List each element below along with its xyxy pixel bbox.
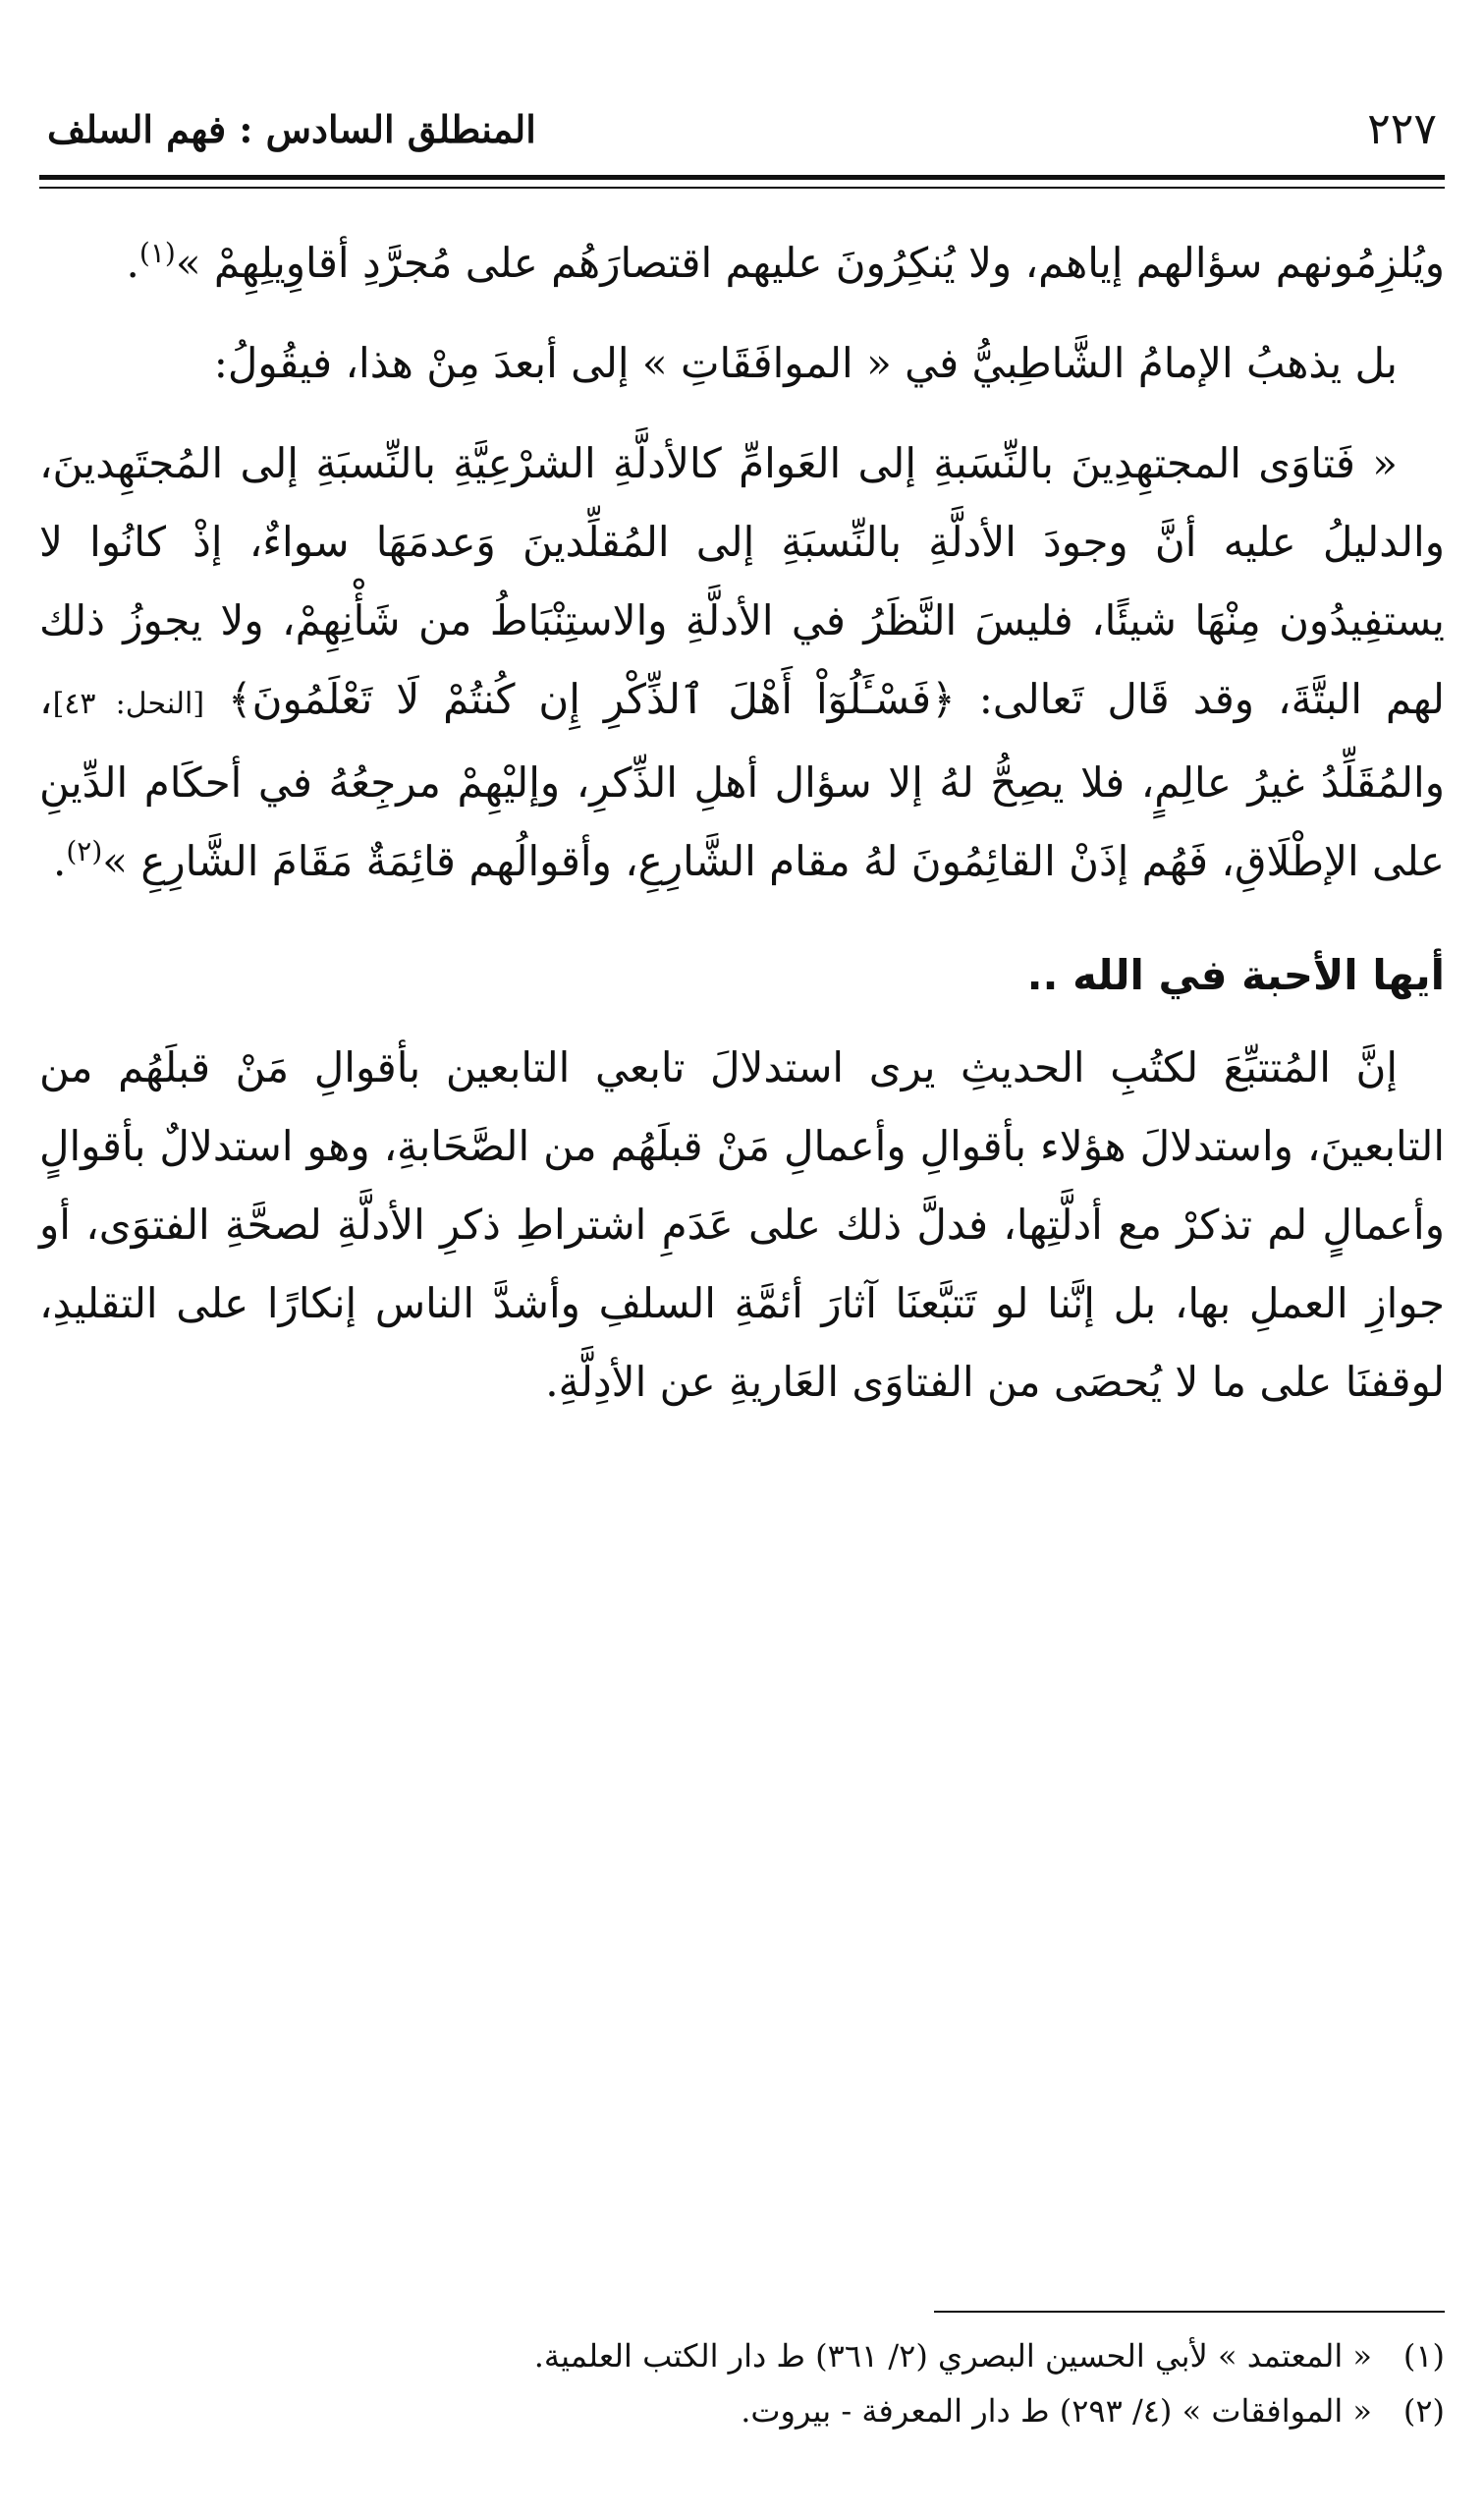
quotation-end: .	[52, 837, 67, 885]
verse-citation: [النحل: ٤٣]	[52, 687, 205, 721]
quotation-paragraph	[39, 424, 1445, 901]
footnote-number: (٢)	[1402, 2392, 1445, 2430]
running-header	[47, 94, 1437, 163]
paragraph-1	[39, 224, 1445, 303]
paragraph-2: بل يذهبُ الإمامُ الشَّاطِبيُّ في « الموافَقَاتِ » إلى أبعدَ مِنْ هذا، فيقُولُ:	[213, 339, 1398, 387]
footnote-text: « المعتمد » لأبي الحسين البصري (٢/ ٣٦١) ط دار الكتب العلمية.	[533, 2337, 1372, 2375]
footnote-number: (١)	[1402, 2337, 1445, 2375]
footnote-marker-1: (١)	[138, 237, 176, 269]
footnote-text: « الموافقات » (٤/ ٢٩٣) ط دار المعرفة - بيروت.	[741, 2392, 1372, 2430]
header-rule-thin	[39, 187, 1445, 189]
quotation-text-2: ، والمُقَلِّدُ غيرُ عالِمٍ، فلا يصِحُّ لهُ إلا سؤال أهلِ الذِّكرِ، وإليْهِمْ مرجِعُهُ في أحكَام الدِّينِ على الإطْلَاقِ، فَهُم إذَنْ القائِمُونَ لهُ مقام الشَّارِعِ، وأقوالُهم قائِمَةٌ مَقَامَ الشَّارِعِ »	[39, 675, 1445, 885]
paragraph-1-end: .	[126, 239, 139, 287]
main-text	[39, 224, 1445, 1422]
footnote-marker-2: (٢)	[66, 835, 103, 867]
running-title: المنطلق السادس : فهم السلف	[47, 106, 536, 151]
page-number: ٢٢٧	[1367, 103, 1437, 154]
footnote-1	[39, 2328, 1445, 2383]
paragraph-1-text: ويُلزِمُونهم سؤالهم إياهم، ولا يُنكِرُونَ عليهم اقتصارَهُم على مُجرَّدِ أقاوِيلِهِمْ »	[175, 239, 1445, 287]
footnotes	[39, 2328, 1445, 2438]
section-heading: أيها الأحبة في الله ..	[1026, 951, 1445, 999]
paragraph-4: إنَّ المُتتبِّعَ لكتُبِ الحديثِ يرى استدلالَ تابعي التابعين بأقوالِ مَنْ قبلَهُم من التابعينَ، واستدلالَ هؤلاء بأقوالِ وأعمالِ مَنْ قبلَهُم من الصَّحَابةِ، وهو استدلالٌ بأقوالٍ وأعمالٍ لم تذكرْ مع أدلَّتِها، فدلَّ ذلك على عَدَمِ اشتراطِ ذكرِ الأدلَّةِ لصحَّةِ الفتوَى، أو جوازِ العملِ بها، بل إنَّنا لو تَتبَّعنَا آثارَ أئمَّةِ السلفِ وأشدَّ الناس إنكارًا على التقليدِ، لوقفنَا على ما لا يُحصَى من الفتاوَى العَاريةِ عن الأدِلَّةِ.	[39, 1043, 1445, 1406]
footnote-separator	[934, 2311, 1445, 2313]
footnote-2	[39, 2383, 1445, 2438]
quotation-text-1: « فَتاوَى المجتهِدِينَ بالنِّسَبةِ إلى العَوامِّ كالأدلَّةِ الشرْعِيَّةِ بالنِّسبَةِ إلى المُجتَهِدينَ، والدليلُ عليه أنَّ وجودَ الأدلَّةِ بالنِّسبَةِ إلى المُقلِّدينَ وَعدمَهَا سواءٌ، إذْ كانُوا لا يستفِيدُون مِنْهَا شيئًا، فليسَ النَّظَرُ في الأدلَّةِ والاستِنْبَاطُ من شَأْنِهِمْ، ولا يجوزُ ذلك لهم البتَّةَ، وقد قَال تَعالى:	[39, 439, 1445, 723]
quran-verse: ﴿فَسْـَٔلُوٓاْ أَهْلَ ٱلذِّكْرِ إِن كُنتُمْ لَا تَعْلَمُونَ﴾	[228, 675, 956, 723]
header-rule-thick	[39, 175, 1445, 180]
